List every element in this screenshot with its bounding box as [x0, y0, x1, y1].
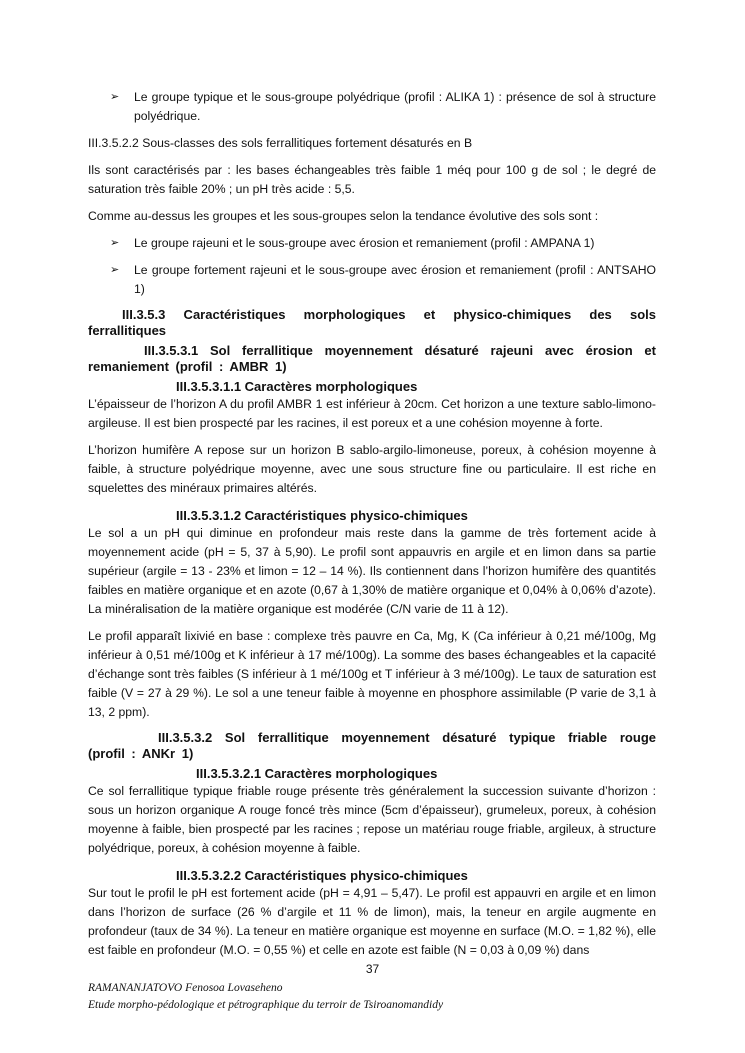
paragraph: Ce sol ferrallitique typique friable rouge présente très généralement la succession suivante d’horizon : sous un horizon organique A rouge foncé très mince (5cm d’épaisseur), grumeleux, poreux, à cohésion moyenne à faible, bien prospecté par les racines ; repose un matériau rouge friable, argileux, à structure polyédrique, poreux, à cohésion moyenne à faible. — [88, 784, 656, 855]
bullet-item — [110, 88, 656, 126]
subsubsection-heading: III.3.5.3.2.1 Caractères morphologiques — [196, 766, 438, 781]
arrowhead-bullet-icon: ➢ — [110, 237, 120, 249]
bullet-text: Le groupe typique et le sous-groupe polyédrique (profil : ALIKA 1) : présence de sol à structure polyédrique. — [134, 90, 656, 123]
section-heading: III.3.5.3 Caractéristiques morphologiques et physico-chimiques des sols ferrallitiques — [88, 307, 656, 338]
paragraph: L’épaisseur de l’horizon A du profil AMBR 1 est inférieur à 20cm. Cet horizon a une texture sablo-limono-argileuse. Il est bien prospecté par les racines, il est poreux et a une cohésion moyenne à forte. — [88, 397, 656, 430]
arrowhead-bullet-icon: ➢ — [110, 264, 120, 276]
footer-title: Etude morpho-pédologique et pétrographique du terroir de Tsiroanomandidy — [88, 999, 444, 1011]
bullet-text: Le groupe rajeuni et le sous-groupe avec érosion et remaniement (profil : AMPANA 1) — [134, 236, 595, 250]
page-number: 37 — [365, 962, 380, 976]
paragraph: Ils sont caractérisés par : les bases échangeables très faible 1 méq pour 100 g de sol ; le degré de saturation très faible 20% ; un pH très acide : 5,5. — [88, 163, 656, 196]
subsection-heading: III.3.5.3.1 Sol ferrallitique moyennement désaturé rajeuni avec érosion et remaniement (profil : AMBR 1) — [88, 343, 656, 374]
bullet-text: Le groupe fortement rajeuni et le sous-groupe avec érosion et remaniement (profil : ANTSAHO 1) — [134, 263, 656, 296]
paragraph: Sur tout le profil le pH est fortement acide (pH = 4,91 – 5,47). Le profil est appauvri en argile et en limon dans l’horizon de surface (26 % d’argile et 11 % de limon), mais, la teneur en argile augmente en profondeur (taux de 34 %). La teneur en matière organique est moyenne en surface (M.O. = 1,82 %), elle est faible en profondeur (M.O. = 0,55 %) et celle en azote est faible (N = 0,03 à 0,09 %) dans — [88, 886, 656, 957]
subsection-heading: III.3.5.3.2 Sol ferrallitique moyennement désaturé typique friable rouge (profil : ANKr 1) — [88, 730, 656, 761]
footer-author: RAMANANJATOVO Fenosoa Lovaseheno — [88, 982, 283, 994]
arrowhead-bullet-icon: ➢ — [110, 91, 120, 103]
page-footer — [88, 980, 688, 1014]
subsubsection-heading: III.3.5.3.1.1 Caractères morphologiques — [176, 379, 418, 394]
paragraph: L’horizon humifère A repose sur un horizon B sablo-argilo-limoneuse, poreux, à cohésion moyenne à faible, à structure polyédrique moyenne, avec une sous structure fine ou particulaire. Il est riche en squelettes des minéraux primaires altérés. — [88, 443, 656, 495]
subsubsection-heading: III.3.5.3.1.2 Caractéristiques physico-chimiques — [176, 508, 468, 523]
paragraph: Comme au-dessus les groupes et les sous-groupes selon la tendance évolutive des sols sont : — [88, 209, 599, 223]
bullet-item — [110, 261, 656, 299]
paragraph: Le profil apparaît lixivié en base : complexe très pauvre en Ca, Mg, K (Ca inférieur à 0,21 mé/100g, Mg inférieur à 0,51 mé/100g et K inférieur à 17 mé/100g). La somme des bases échangeables et la capacité d’échange sont très faibles (S inférieur à 1 mé/100g et T inférieur à 3 mé/100g). Le taux de saturation est faible (V = 27 à 29 %). Le sol a une teneur faible à moyenne en phosphore assimilable (P varie de 3,1 à 13, 2 ppm). — [88, 629, 656, 719]
paragraph: Le sol a un pH qui diminue en profondeur mais reste dans la gamme de très fortement acide à moyennement acide (pH = 5, 37 à 5,90). Le profil sont appauvris en argile et en limon dans sa partie supérieur (argile = 13 - 23% et limon = 12 – 14 %). Ils contiennent dans l’horizon humifère des quantités faibles en matière organique et en azote (0,67 à 1,30% de matière organique et 0,04% à 0,06% d’azote). La minéralisation de la matière organique est modérée (C/N varie de 11 à 12). — [88, 526, 656, 616]
bullet-item — [110, 234, 656, 253]
document-body — [88, 88, 656, 968]
subsubsection-heading: III.3.5.3.2.2 Caractéristiques physico-chimiques — [176, 868, 468, 883]
sub-heading: III.3.5.2.2 Sous-classes des sols ferrallitiques fortement désaturés en B — [88, 136, 473, 150]
